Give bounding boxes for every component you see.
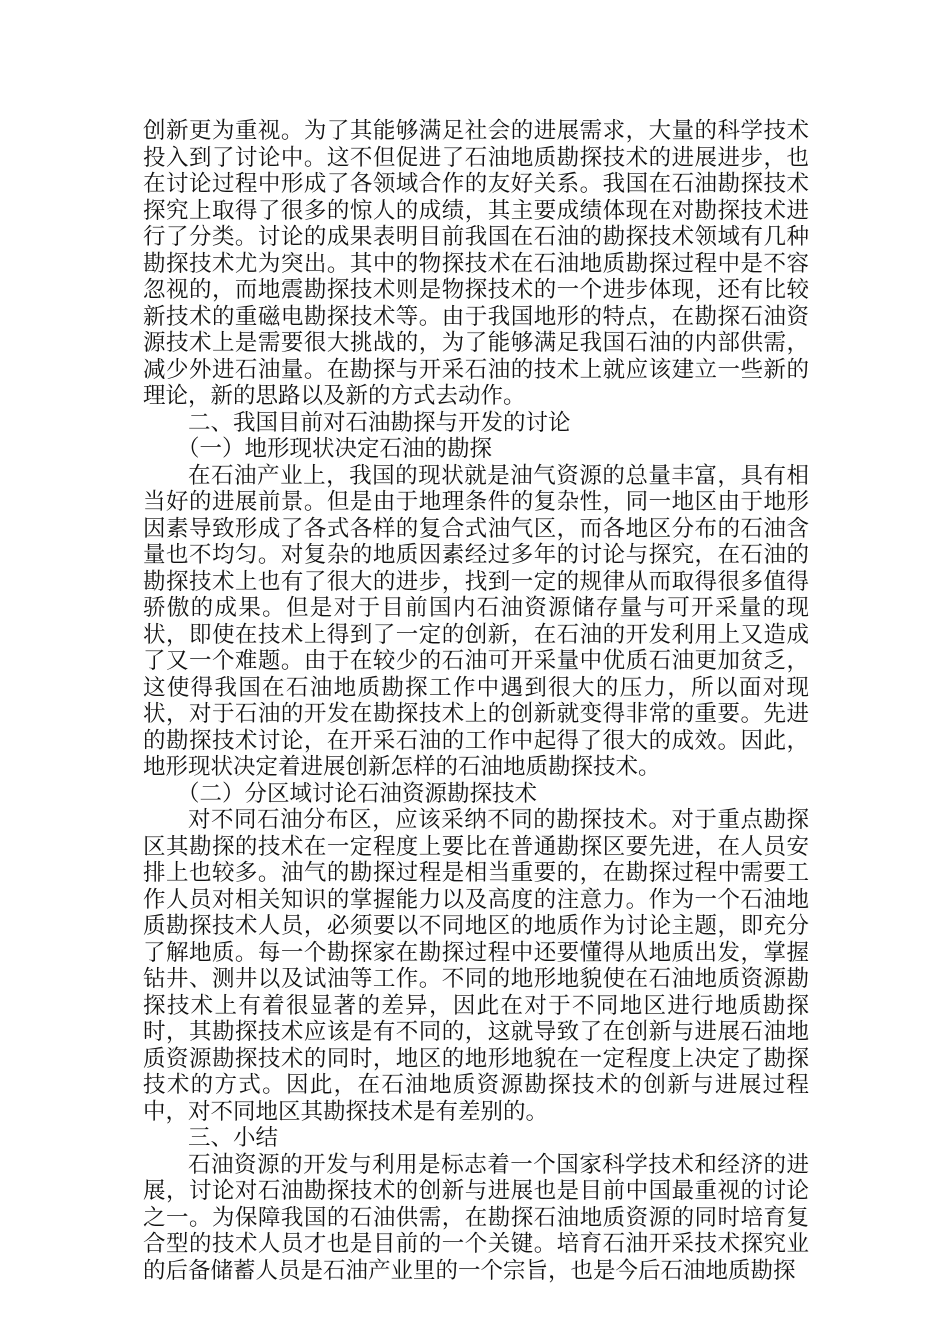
subsection-heading-2-2: （二）分区域讨论石油资源勘探技术: [177, 780, 538, 807]
paragraph-3: 石油资源的开发与利用是标志着一个国家科学技术和经济的进展，讨论对石油勘探技术的创新与进展也是目前中国最重视的讨论之一。为保障我国的石油供需，在勘探石油地质资源的同时培育复合型的技术人员才也是目前的一个关键。培育石油开采技术探究业的后备储蓄人员是石油产业里的一个宗旨，也是今后石油地质勘探: [143, 1151, 809, 1284]
section-heading-2: 二、我国目前对石油勘探与开发的讨论: [188, 409, 571, 436]
paragraph-2-1: 在石油产业上，我国的现状就是油气资源的总量丰富，具有相当好的进展前景。但是由于地理条件的复杂性，同一地区由于地形因素导致形成了各式各样的复合式油气区，而各地区分布的石油含量也不均匀。对复杂的地质因素经过多年的讨论与探究，在石油的勘探技术上也有了很大的进步，找到一定的规律从而取得很多值得骄傲的成果。但是对于目前国内石油资源储存量与可开采量的现状，即使在技术上得到了一定的创新，在石油的开发利用上又造成了又一个难题。由于在较少的石油可开采量中优质石油更加贫乏，这使得我国在石油地质勘探工作中遇到很大的压力，所以面对现状，对于石油的开发在勘探技术上的创新就变得非常的重要。先进的勘探技术讨论，在开采石油的工作中起得了很大的成效。因此，地形现状决定着进展创新怎样的石油地质勘探技术。: [143, 462, 809, 780]
section-heading-3: 三、小结: [188, 1125, 279, 1151]
paragraph-2-2: 对不同石油分布区，应该采纳不同的勘探技术。对于重点勘探区其勘探的技术在一定程度上要比在普通勘探区要先进，在人员安排上也较多。油气的勘探过程是相当重要的，在勘探过程中需要工作人员对相关知识的掌握能力以及高度的注意力。作为一个石油地质勘探技术人员，必须要以不同地区的地质作为讨论主题，即充分了解地质。每一个勘探家在勘探过程中还要懂得从地质出发，掌握钻井、测井以及试油等工作。不同的地形地貌使在石油地质资源勘探技术上有着很显著的差异，因此在对于不同地区进行地质勘探时，其勘探技术应该是有不同的，这就导致了在创新与进展石油地质资源勘探技术的同时，地区的地形地貌在一定程度上决定了勘探技术的方式。因此，在石油地质资源勘探技术的创新与进展过程中，对不同地区其勘探技术是有差别的。: [143, 807, 809, 1125]
subsection-heading-2-1: （一）地形现状决定石油的勘探: [177, 436, 493, 462]
paragraph-continuation: 创新更为重视。为了其能够满足社会的进展需求，大量的科学技术投入到了讨论中。这不但促进了石油地质勘探技术的进展进步，也在讨论过程中形成了各领域合作的友好关系。我国在石油勘探技术探究上取得了很多的惊人的成绩，其主要成绩体现在对勘探技术进行了分类。讨论的成果表明目前我国在石油的勘探技术领域有几种勘探技术尤为突出。其中的物探技术在石油地质勘探过程中是不容忽视的，而地震勘探技术则是物探技术的一个进步体现，还有比较新技术的重磁电勘探技术等。由于我国地形的特点，在勘探石油资源技术上是需要很大挑战的，为了能够满足我国石油的内部供需，减少外进石油量。在勘探与开采石油的技术上就应该建立一些新的理论，新的思路以及新的方式去动作。: [143, 118, 809, 409]
document-page: [143, 118, 809, 1284]
